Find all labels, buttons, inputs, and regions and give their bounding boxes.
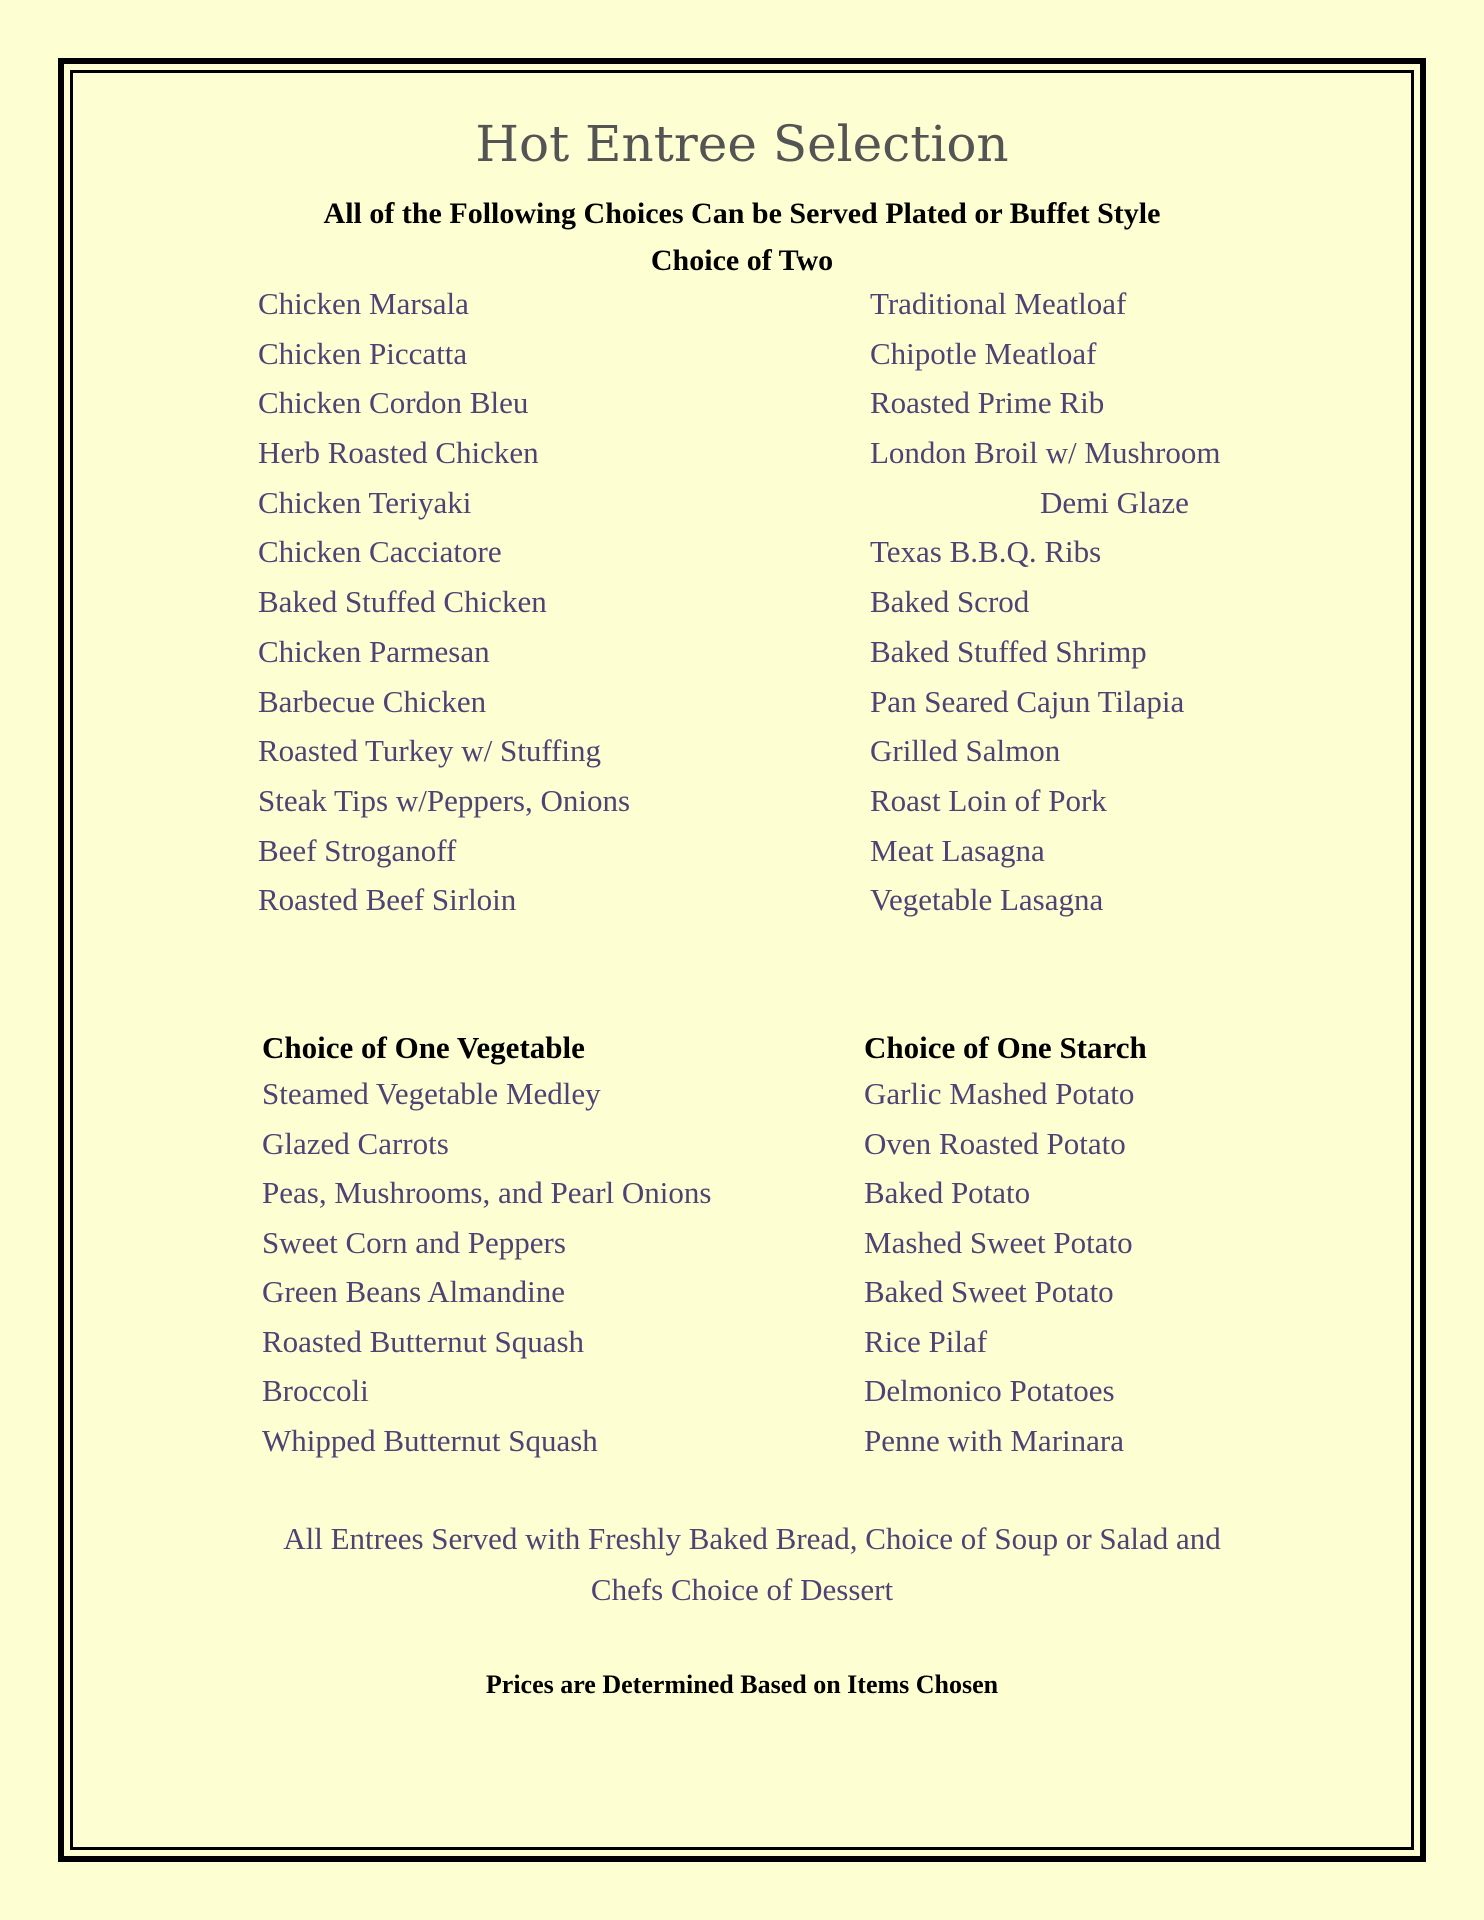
- vegetable-item: Green Beans Almandine: [262, 1274, 566, 1309]
- entree-item: Baked Stuffed Shrimp: [870, 633, 1147, 669]
- starch-item: Oven Roasted Potato: [864, 1125, 1126, 1161]
- entree-item: Chicken Cacciatore: [258, 534, 502, 570]
- entree-accompaniments-note: All Entrees Served with Freshly Baked Bread, Choice of Soup or Salad and: [283, 1521, 1221, 1556]
- entree-item: Herb Roasted Chicken: [258, 435, 539, 471]
- entree-item: Steak Tips w/Peppers, Onions: [258, 782, 631, 818]
- vegetable-heading: Choice of One Vegetable: [262, 1030, 585, 1065]
- starch-item: Baked Potato: [864, 1175, 1031, 1210]
- service-style-subtitle: All of the Following Choices Can be Served Plated or Buffet Style: [323, 197, 1161, 230]
- entree-list-right: [870, 279, 1220, 925]
- prices-note: Prices are Determined Based on Items Chosen: [485, 1670, 999, 1699]
- starch-heading: Choice of One Starch: [864, 1030, 1147, 1065]
- entree-item: London Broil w/ Mushroom: [870, 435, 1221, 471]
- entree-item: Traditional Meatloaf: [870, 286, 1127, 321]
- entree-item: Baked Scrod: [870, 584, 1030, 620]
- entree-item: Chipotle Meatloaf: [870, 335, 1097, 371]
- starch-item: Garlic Mashed Potato: [864, 1076, 1135, 1111]
- page-title: Hot Entree Selection: [475, 115, 1009, 173]
- entree-list-left: [258, 279, 630, 925]
- entree-item: Barbecue Chicken: [258, 683, 487, 719]
- entree-item: Pan Seared Cajun Tilapia: [870, 683, 1185, 719]
- vegetable-list: [262, 1069, 711, 1465]
- entree-item: Vegetable Lasagna: [870, 882, 1104, 918]
- entree-item: Chicken Marsala: [258, 286, 469, 321]
- entree-item: Chicken Cordon Bleu: [258, 385, 529, 421]
- dessert-note: Chefs Choice of Dessert: [590, 1572, 894, 1607]
- starch-item: Baked Sweet Potato: [864, 1274, 1114, 1309]
- vegetable-item: Sweet Corn and Peppers: [262, 1224, 566, 1260]
- vegetable-item: Whipped Butternut Squash: [262, 1422, 598, 1458]
- starch-item: Penne with Marinara: [864, 1422, 1124, 1458]
- entree-item: Roasted Turkey w/ Stuffing: [258, 733, 602, 769]
- entree-item: Chicken Teriyaki: [258, 484, 472, 520]
- entree-item: Grilled Salmon: [870, 733, 1061, 769]
- vegetable-item: Broccoli: [262, 1373, 369, 1408]
- entree-item: Beef Stroganoff: [258, 832, 457, 868]
- entree-item: Chicken Parmesan: [258, 633, 490, 669]
- entree-item-continuation: Demi Glaze: [1040, 484, 1189, 520]
- entree-item: Meat Lasagna: [870, 832, 1045, 868]
- vegetable-item: Steamed Vegetable Medley: [262, 1076, 601, 1111]
- entree-item: Roasted Beef Sirloin: [258, 882, 517, 918]
- vegetable-item: Peas, Mushrooms, and Pearl Onions: [262, 1175, 712, 1210]
- starch-item: Mashed Sweet Potato: [864, 1224, 1133, 1260]
- starch-item: Rice Pilaf: [864, 1323, 988, 1359]
- starch-list: [864, 1069, 1134, 1465]
- choice-of-two-subtitle: Choice of Two: [650, 244, 834, 277]
- starch-item: Delmonico Potatoes: [864, 1373, 1115, 1408]
- entree-item: Chicken Piccatta: [258, 335, 468, 371]
- entree-item: Texas B.B.Q. Ribs: [870, 534, 1102, 570]
- entree-item: Roasted Prime Rib: [870, 385, 1105, 421]
- vegetable-item: Roasted Butternut Squash: [262, 1323, 585, 1359]
- entree-item: Roast Loin of Pork: [870, 782, 1107, 818]
- vegetable-item: Glazed Carrots: [262, 1125, 449, 1161]
- entree-item: Baked Stuffed Chicken: [258, 584, 547, 620]
